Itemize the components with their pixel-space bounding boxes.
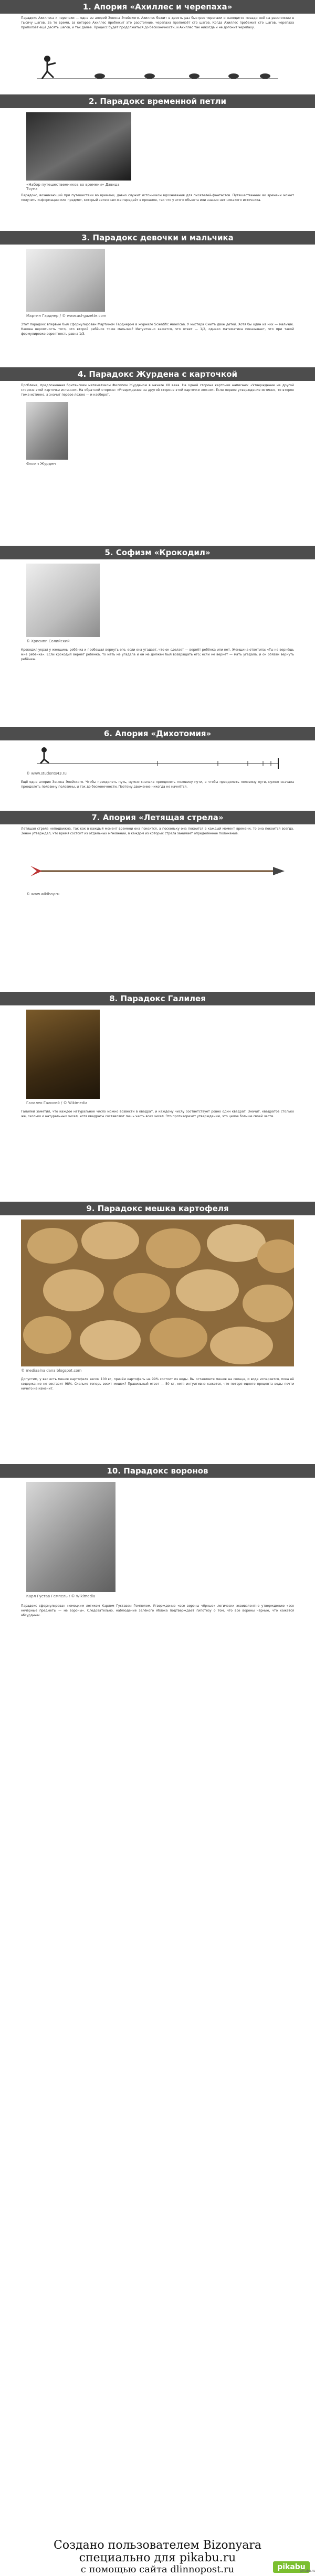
image-caption: Галилео Галилей / © Wikimedia bbox=[26, 1101, 88, 1105]
section-text: Допустим, у вас есть мешок картофеля весом 100 кг, причём картофель на 99% состоит из воды. Вы оставляете мешок на солнце, и вода испаряется, пока её содержание не составит 98%. Сколько теперь весит мешок? Правильный ответ — 50 кг, хотя интуитивно кажется, что потеря одного процента воды почти ничего не изменит. bbox=[21, 1377, 294, 1391]
section-title: 4. Парадокс Журдена с карточкой bbox=[0, 367, 315, 381]
carl-hempel-photo bbox=[26, 1482, 116, 1592]
section-title: 7. Апория «Летящая стрела» bbox=[0, 811, 315, 824]
image-caption: Карл Густав Гемпель / © Wikimedia bbox=[26, 1594, 96, 1598]
image-caption: © www.students43.ru bbox=[26, 771, 67, 776]
section-title: 6. Апория «Дихотомия» bbox=[0, 727, 315, 740]
footer-line-generator: с помощью сайта dlinnopost.ru bbox=[80, 2564, 235, 2575]
image-caption: © www.wikiboy.ru bbox=[26, 892, 60, 896]
potatoes-photo bbox=[21, 1220, 294, 1366]
section-title: 8. Парадокс Галилея bbox=[0, 992, 315, 1005]
section-title: 9. Парадокс мешка картофеля bbox=[0, 1202, 315, 1215]
galileo-portrait bbox=[26, 1010, 100, 1099]
image-caption: Филип Журден bbox=[26, 462, 56, 466]
section-text: Проблема, предложенная британским математиком Филипом Журденом в начале ХХ века. На одной стороне карточки написано: «Утверждение на другой стороне этой карточки истинно». На обратной стороне: «Утверждение на другой стороне этой карточки ложно». Если первое утверждение истинно, то второе тоже истинно, а значит первое ложно — и наоборот. bbox=[21, 384, 294, 397]
dichotomy-illustration bbox=[26, 745, 289, 769]
footer bbox=[0, 2538, 315, 2576]
section-title: 10. Парадокс воронов bbox=[0, 1464, 315, 1478]
time-travel-book-cover bbox=[26, 112, 131, 181]
image-caption: © mediaalna dana blogspot.com bbox=[21, 1369, 82, 1373]
section-text: Крокодил украл у женщины ребёнка и пообещал вернуть его, если она угадает, что он сделает — вернёт ребёнка или нет. Женщина ответила: «Ты не вернёшь мне ребёнка». Если крокодил вернёт ребёнка, то мать не угадала и он не должен был возвращать его; если не вернёт — мать угадала, и он обязан вернуть ребёнка. bbox=[21, 648, 294, 661]
section-title: 1. Апория «Ахиллес и черепаха» bbox=[0, 0, 315, 14]
section-text: Парадокс, возникающий при путешествии во времени, давно служит источником вдохновения для писателей-фантастов. Путешественник во времени может получить информацию или предмет, который затем сам же передаёт в прошлое, так что у этого объекта или знания нет никакого источника. bbox=[21, 194, 294, 202]
philip-jourdain-photo bbox=[26, 402, 68, 460]
pikabu-url: pikabu.ru bbox=[300, 2569, 315, 2573]
section-text: Парадокс сформулирован немецким логиком Карлом Густавом Гемпелем. Утверждение «все вороны чёрные» логически эквивалентно утверждению «все нечёрные предметы — не вороны». Следовательно, наблюдение зелёного яблока подтверждает гипотезу о том, что все вороны чёрные, что кажется абсурдным. bbox=[21, 1604, 294, 1617]
section-title: 3. Парадокс девочки и мальчика bbox=[0, 231, 315, 245]
footer-line-site: специально для pikabu.ru bbox=[79, 2551, 236, 2564]
footer-line-author: Создано пользователем Bizonyara bbox=[54, 2539, 261, 2552]
achilles-tortoise-illustration bbox=[26, 51, 289, 89]
section-text: Летящая стрела неподвижна, так как в каждый момент времени она покоится, а поскольку она покоится в каждый момент времени, то она покоится всегда. Зенон утверждал, что время состоит из отдельных мгновений, в каждом из которых стрела занимает определённое положение. bbox=[21, 827, 294, 835]
section-text: Галилей заметил, что каждое натуральное число можно возвести в квадрат, и каждому числу соответствует ровно один квадрат. Значит, квадратов столько же, сколько и натуральных чисел, хотя квадраты составляют лишь часть всех чисел. Это противоречит утверждению, что целое больше своей части. bbox=[21, 1110, 294, 1118]
section-title: 2. Парадокс временной петли bbox=[0, 94, 315, 108]
arrow-illustration bbox=[26, 861, 289, 882]
image-caption: © Хрисипп Солийский bbox=[26, 639, 70, 643]
section-text: Ещё одна апория Зенона Элейского. Чтобы преодолеть путь, нужно сначала преодолеть половину пути, а чтобы преодолеть половину пути, нужно сначала преодолеть половину половины, и так до бесконечности. Поэтому движение никогда не начнётся. bbox=[21, 780, 294, 789]
section-text: Парадокс Ахиллеса и черепахи — одна из апорий Зенона Элейского. Ахиллес бежит в десять раз быстрее черепахи и находится позади неё на расстоянии в тысячу шагов. За то время, за которое Ахиллес пробежит это расстояние, черепаха проползёт сто шагов. Когда Ахиллес пробежит сто шагов, черепаха проползёт ещё десять шагов, и так далее. Процесс будет продолжаться до бесконечности, и Ахиллес так никогда и не догонит черепаху. bbox=[21, 16, 294, 29]
image-caption: Мартин Гарднер / © www.ucl-gazette.com bbox=[26, 314, 107, 318]
chrysippus-bust bbox=[26, 564, 100, 637]
pikabu-logo[interactable]: pikabu bbox=[273, 2561, 310, 2573]
martin-gardner-photo bbox=[26, 249, 105, 312]
section-title: 5. Софизм «Крокодил» bbox=[0, 546, 315, 559]
image-caption: «Набор путешественников во времени» Дэвида Тоуна bbox=[26, 183, 120, 191]
section-text: Этот парадокс впервые был сформулирован Мартином Гарднером в журнале Scientific American. У мистера Смита двое детей. Хотя бы один из них — мальчик. Какова вероятность того, что второй ребёнок тоже мальчик? Интуитивно кажется, что ответ — 1/2, однако математика показывает, что при такой формулировке вероятность равна 1/3. bbox=[21, 323, 294, 336]
